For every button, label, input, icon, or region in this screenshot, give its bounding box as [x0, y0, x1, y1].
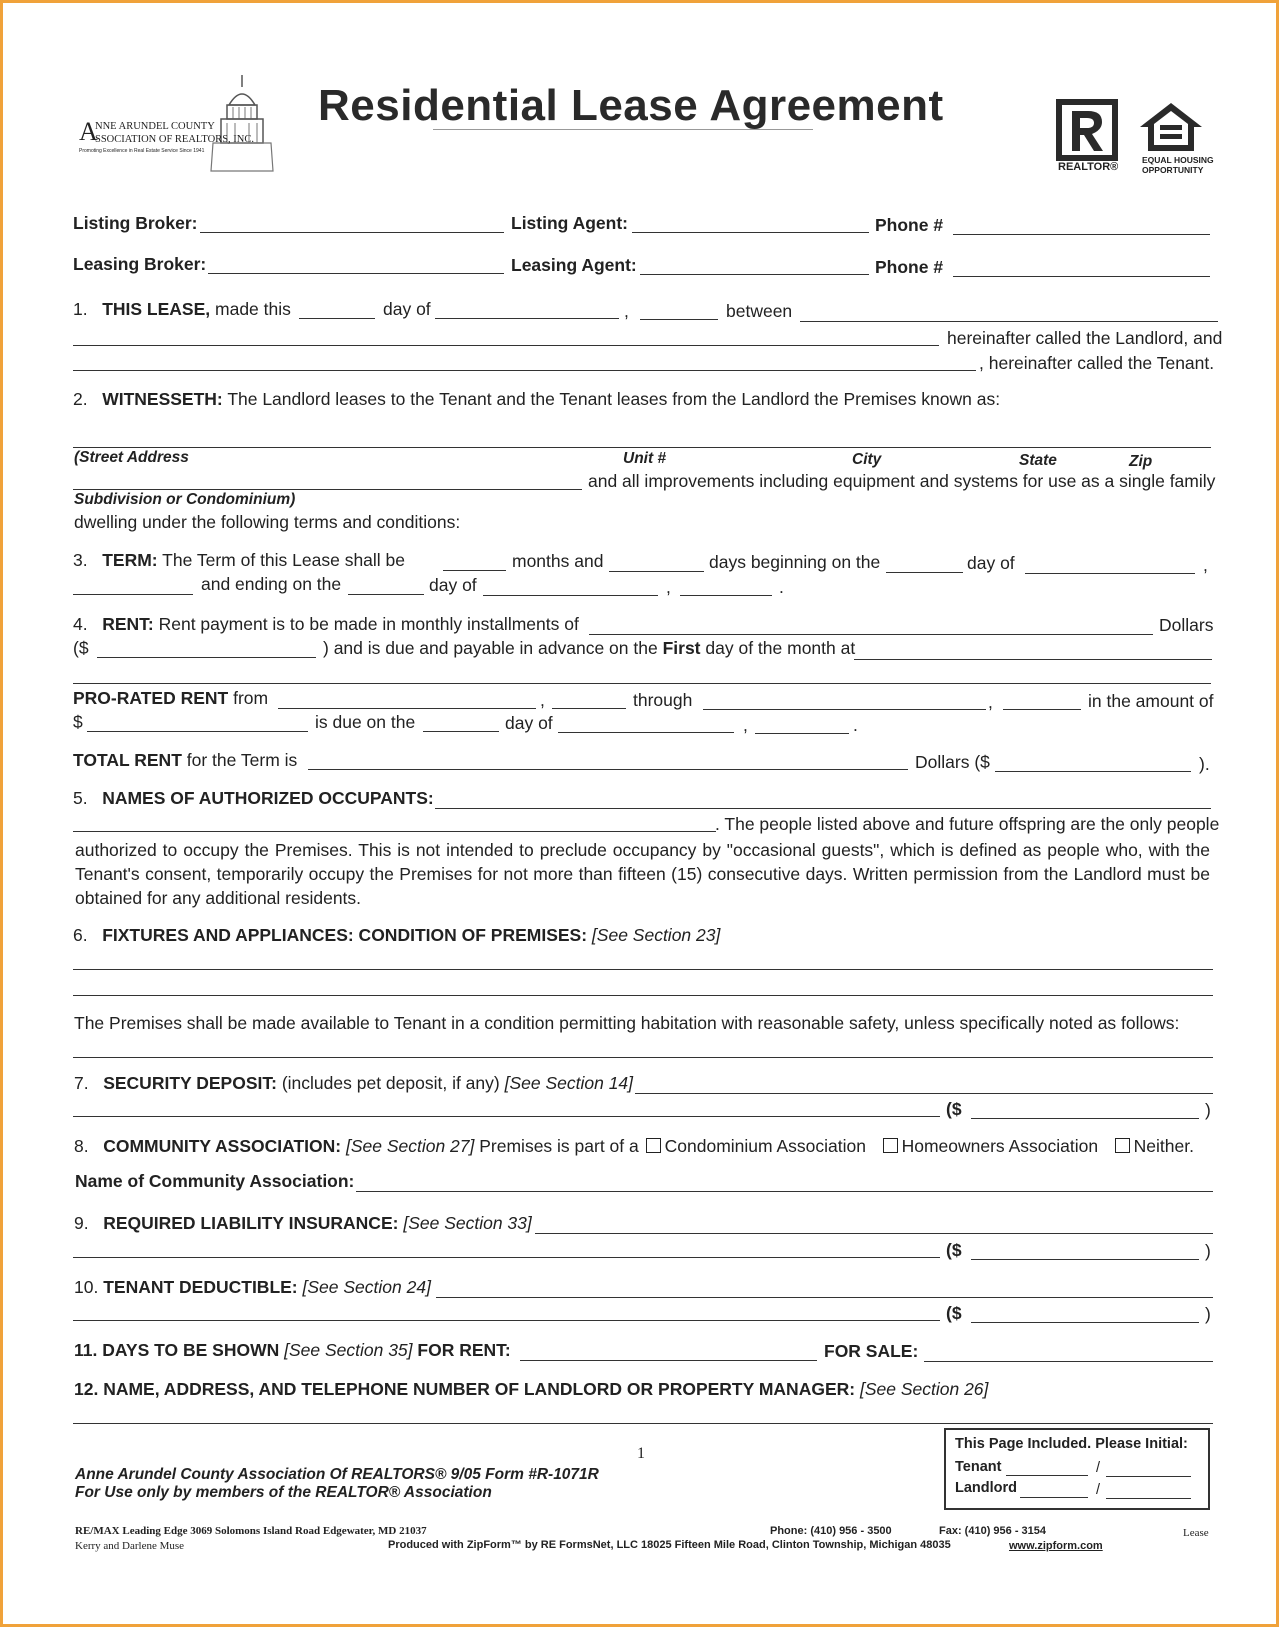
- s3-comma-2: ,: [666, 577, 671, 597]
- lease-month-field[interactable]: [435, 318, 619, 319]
- s11-label: DAYS TO BE SHOWN: [102, 1340, 280, 1360]
- s9-line: [74, 1213, 532, 1234]
- tenant-deductible-field-1[interactable]: [436, 1297, 1213, 1298]
- s3-day-of: day of: [967, 553, 1015, 573]
- rent-payment-location-field-2[interactable]: [73, 683, 1211, 684]
- listing-agent-field[interactable]: [632, 232, 869, 233]
- s6-condition-text: The Premises shall be made available to Tenant in a condition permitting habitation with reasonable safety, unless specifically noted as follows:: [74, 1013, 1180, 1033]
- s7-number: 7.: [74, 1073, 89, 1093]
- prorated-through: through: [633, 690, 693, 710]
- listing-agent-label: Listing Agent:: [511, 213, 628, 233]
- s9-label: REQUIRED LIABILITY INSURANCE:: [103, 1213, 399, 1233]
- state-caption: State: [1019, 452, 1057, 469]
- s3-number: 3.: [73, 550, 88, 570]
- s12-label: NAME, ADDRESS, AND TELEPHONE NUMBER OF LANDLORD OR PROPERTY MANAGER:: [103, 1379, 856, 1399]
- listing-broker-label: Listing Broker:: [73, 213, 198, 233]
- s1-line1: [73, 299, 291, 320]
- prorated-due-on: is due on the: [315, 712, 416, 732]
- term-months-field[interactable]: [443, 570, 506, 571]
- equal-housing-line2: OPPORTUNITY: [1142, 165, 1204, 175]
- s6-label: FIXTURES AND APPLIANCES: CONDITION OF PREMISES:: [102, 925, 588, 945]
- footer-names: Kerry and Darlene Muse: [75, 1540, 185, 1552]
- street-address-caption: (Street Address: [74, 449, 189, 466]
- footer-assoc-line2: For Use only by members of the REALTOR® Association: [75, 1484, 492, 1501]
- equal-housing-line1: EQUAL HOUSING: [1142, 155, 1214, 165]
- s5-people-text: . The people listed above and future offspring are the only people: [715, 814, 1220, 834]
- s8-opt-hoa: Homeowners Association: [901, 1136, 1099, 1156]
- initial-title: This Page Included. Please Initial:: [955, 1436, 1188, 1452]
- phone2-label: Phone #: [875, 257, 944, 277]
- s11-line: [74, 1340, 511, 1361]
- s4-number: 4.: [73, 614, 88, 634]
- prorated-from-year-field[interactable]: [552, 708, 626, 709]
- footer-phone: Phone: (410) 956 - 3500: [770, 1525, 892, 1537]
- security-deposit-field-1[interactable]: [635, 1093, 1213, 1094]
- liability-insurance-field-2[interactable]: [73, 1257, 940, 1258]
- landlord-contact-field[interactable]: [73, 1423, 1213, 1424]
- s8-opt-neither: Neither.: [1133, 1136, 1194, 1156]
- listing-broker-field[interactable]: [200, 232, 504, 233]
- equal-housing-logo: [1138, 101, 1214, 181]
- begin-year-field[interactable]: [73, 594, 193, 595]
- s9-close: ): [1205, 1241, 1211, 1261]
- initial-slash-2: /: [1096, 1482, 1101, 1498]
- realtor-mark: REALTOR®: [1058, 161, 1119, 173]
- subdivision-field[interactable]: [73, 489, 582, 490]
- s4-day-of-month: day of the month at: [705, 638, 856, 658]
- s2-line: [73, 389, 1000, 410]
- s4-open-paren: ($: [73, 638, 89, 658]
- occupants-field-2[interactable]: [73, 831, 716, 832]
- total-rent-dollars: Dollars ($: [915, 752, 990, 772]
- condition-notes-field[interactable]: [73, 1057, 1213, 1058]
- s3-comma: ,: [1203, 555, 1208, 575]
- fixtures-field-2[interactable]: [73, 995, 1213, 996]
- total-rent-line-start: [73, 750, 297, 771]
- prorated-comma-2: ,: [988, 692, 993, 712]
- fixtures-field-1[interactable]: [73, 969, 1213, 970]
- community-assoc-name-field[interactable]: [356, 1191, 1213, 1192]
- s1-landlord-text: hereinafter called the Landlord, and: [947, 328, 1223, 348]
- landlord-name-field-1[interactable]: [800, 321, 1218, 322]
- s3-months: months and: [512, 551, 604, 571]
- begin-month-field[interactable]: [1025, 573, 1195, 574]
- s3-ending: and ending on the: [201, 574, 342, 594]
- end-day-field[interactable]: [348, 594, 424, 595]
- days-shown-for-rent-field[interactable]: [520, 1360, 817, 1361]
- s11-number: 11.: [74, 1340, 98, 1360]
- s4-dollars: Dollars: [1159, 615, 1214, 635]
- equal-housing-icon: [1138, 101, 1204, 153]
- s10-label: TENANT DEDUCTIBLE:: [103, 1277, 298, 1297]
- s1-tenant-text: , hereinafter called the Tenant.: [979, 353, 1215, 373]
- zipform-link[interactable]: www.zipform.com: [1009, 1540, 1103, 1552]
- end-year-field[interactable]: [680, 595, 772, 596]
- leasing-agent-field[interactable]: [640, 274, 869, 275]
- total-rent-amount-field[interactable]: [995, 771, 1191, 772]
- s9-open: ($: [946, 1240, 962, 1260]
- s8-label: COMMUNITY ASSOCIATION:: [103, 1136, 342, 1156]
- s7-open: ($: [946, 1099, 962, 1119]
- footer-fax: Fax: (410) 956 - 3154: [939, 1525, 1047, 1537]
- dome-building-icon: [207, 75, 277, 175]
- prorated-day-of: day of: [505, 713, 553, 733]
- leasing-broker-field[interactable]: [208, 273, 504, 274]
- security-deposit-field-2[interactable]: [73, 1116, 940, 1117]
- s7-ref: [See Section 14]: [504, 1073, 634, 1093]
- s9-ref: [See Section 33]: [403, 1213, 532, 1233]
- assoc-logo-tagline: Promoting Excellence in Real Estate Service Since 1941: [79, 148, 205, 154]
- s4-installments: Rent payment is to be made in monthly installments of: [158, 614, 579, 634]
- landlord-initial-2-field[interactable]: [1106, 1498, 1191, 1499]
- s10-open: ($: [946, 1303, 962, 1323]
- footer-assoc-line1: Anne Arundel County Association Of REALTORS® 9/05 Form #R-1071R: [75, 1466, 599, 1483]
- footer-produced: Produced with ZipForm™ by RE FormsNet, LLC 18025 Fifteen Mile Road, Clinton Township, Michigan 48035: [388, 1539, 951, 1551]
- leasing-broker-label: Leasing Broker:: [73, 254, 207, 274]
- prorated-comma: ,: [540, 690, 545, 710]
- s8-ref: [See Section 27]: [345, 1136, 475, 1156]
- initial-tenant-label: Tenant: [955, 1459, 1002, 1475]
- s4-label: RENT:: [102, 614, 154, 634]
- total-rent-close: ).: [1199, 754, 1210, 774]
- initial-landlord-label: Landlord: [955, 1480, 1018, 1496]
- s8-line: [74, 1136, 1194, 1157]
- s4-line1-start: [73, 614, 579, 635]
- s10-line: [74, 1277, 431, 1298]
- s1-made-this: made this: [215, 299, 291, 319]
- phone1-label: Phone #: [875, 215, 944, 235]
- s1-comma: ,: [624, 301, 629, 321]
- s3-term-text: The Term of this Lease shall be: [162, 550, 406, 570]
- prorated-amount-field[interactable]: [87, 731, 308, 732]
- s8-number: 8.: [74, 1136, 89, 1156]
- prorated-amount-of: in the amount of: [1088, 691, 1214, 711]
- assoc-logo-line1: NNE ARUNDEL COUNTY: [95, 121, 215, 132]
- s12-line: [74, 1379, 988, 1400]
- tenant-deductible-field-2[interactable]: [73, 1320, 940, 1321]
- s1-label: THIS LEASE,: [102, 299, 211, 319]
- title-underline: [433, 129, 813, 130]
- monthly-rent-words-field[interactable]: [589, 634, 1153, 635]
- s5-paragraph: authorized to occupy the Premises. This is not intended to preclude occupancy by "occasional guests", which is defined as people who, with the Tenant's consent, temporarily occupy the Premises for not more than fifteen (15) consecutive days. Written permission from the Landlord must be obtained for any additional residents.: [75, 840, 1210, 908]
- condominium-checkbox[interactable]: [646, 1138, 661, 1153]
- realtor-r-icon: [1056, 99, 1118, 161]
- prorated-line-start: [73, 688, 268, 709]
- days-shown-for-sale-field[interactable]: [924, 1361, 1213, 1362]
- s2-number: 2.: [73, 389, 88, 409]
- s1-day-of: day of: [383, 299, 431, 319]
- s7-line: [74, 1073, 633, 1094]
- s2-text: The Landlord leases to the Tenant and the Tenant leases from the Landlord the Premises known as:: [227, 389, 1001, 409]
- prorated-due-year-field[interactable]: [755, 733, 849, 734]
- s9-number: 9.: [74, 1213, 89, 1233]
- liability-insurance-field-1[interactable]: [535, 1233, 1213, 1234]
- s8-text: Premises is part of a: [479, 1136, 639, 1156]
- premises-address-field[interactable]: [73, 447, 1211, 448]
- prorated-from: from: [233, 688, 269, 708]
- s4-due-payable: ) and is due and payable in advance on the: [323, 638, 658, 658]
- s2-improvements: and all improvements including equipment and systems for use as a single family: [588, 471, 1216, 491]
- prorated-label: PRO-RATED RENT: [73, 688, 229, 708]
- tenant-deductible-amount-field[interactable]: [971, 1322, 1199, 1323]
- begin-day-field[interactable]: [886, 572, 963, 573]
- homeowners-checkbox[interactable]: [883, 1138, 898, 1153]
- s6-ref: [See Section 23]: [591, 925, 721, 945]
- phone1-field[interactable]: [953, 234, 1210, 235]
- initial-slash-1: /: [1096, 1460, 1101, 1476]
- s11-for-sale: FOR SALE:: [824, 1341, 919, 1361]
- s3-line1-start: [73, 550, 405, 571]
- realtor-logo: [1056, 99, 1126, 179]
- neither-checkbox[interactable]: [1115, 1138, 1130, 1153]
- s5-number: 5.: [73, 788, 88, 808]
- lease-day-field[interactable]: [299, 318, 375, 319]
- total-rent-text: for the Term is: [186, 750, 298, 770]
- rent-payment-location-field-1[interactable]: [854, 659, 1212, 660]
- phone2-field[interactable]: [953, 276, 1210, 277]
- assoc-logo-line2: SSOCIATION OF REALTORS, INC.: [95, 134, 254, 145]
- end-month-field[interactable]: [483, 595, 658, 596]
- prorated-through-year-field[interactable]: [1003, 709, 1081, 710]
- total-rent-label: TOTAL RENT: [73, 750, 182, 770]
- s10-ref: [See Section 24]: [302, 1277, 431, 1297]
- liability-insurance-amount-field[interactable]: [971, 1259, 1199, 1260]
- initials-box: [944, 1428, 1210, 1510]
- s6-line: [73, 925, 720, 946]
- tenant-initial-1-field[interactable]: [1006, 1475, 1088, 1476]
- community-assoc-name-label: Name of Community Association:: [75, 1171, 355, 1191]
- s7-label: SECURITY DEPOSIT:: [103, 1073, 277, 1093]
- city-caption: City: [852, 451, 882, 468]
- s10-close: ): [1205, 1304, 1211, 1324]
- prorated-due-month-field[interactable]: [558, 732, 734, 733]
- prorated-from-field[interactable]: [278, 708, 536, 709]
- monthly-rent-amount-field[interactable]: [97, 657, 316, 658]
- s2-dwelling: dwelling under the following terms and conditions:: [74, 512, 461, 532]
- occupants-field-1[interactable]: [435, 808, 1211, 809]
- s1-between: between: [726, 301, 793, 321]
- prorated-dollar-sign: $: [73, 712, 83, 732]
- s7-text: (includes pet deposit, if any): [281, 1073, 500, 1093]
- s8-opt-condo: Condominium Association: [664, 1136, 866, 1156]
- prorated-due-day-field[interactable]: [423, 731, 499, 732]
- s2-label: WITNESSETH:: [102, 389, 223, 409]
- s11-for-rent: FOR RENT:: [417, 1340, 511, 1360]
- landlord-initial-1-field[interactable]: [1020, 1497, 1088, 1498]
- prorated-through-field[interactable]: [703, 709, 986, 710]
- s10-number: 10.: [74, 1277, 99, 1297]
- s1-number: 1.: [73, 299, 88, 319]
- term-days-field[interactable]: [609, 571, 704, 572]
- unit-caption: Unit #: [623, 450, 667, 467]
- s3-days-beginning: days beginning on the: [709, 552, 881, 572]
- tenant-initial-2-field[interactable]: [1106, 1476, 1191, 1477]
- s5-label: NAMES OF AUTHORIZED OCCUPANTS:: [102, 788, 434, 808]
- leasing-agent-label: Leasing Agent:: [511, 255, 637, 275]
- footer-remax: RE/MAX Leading Edge 3069 Solomons Island Road Edgewater, MD 21037: [75, 1525, 427, 1537]
- s11-ref: [See Section 35]: [284, 1340, 413, 1360]
- tenant-name-field[interactable]: [73, 370, 976, 371]
- page-number: 1: [637, 1445, 645, 1462]
- lease-year-field[interactable]: [640, 319, 718, 320]
- s12-ref: [See Section 26]: [859, 1379, 989, 1399]
- zip-caption: Zip: [1129, 453, 1153, 470]
- s12-number: 12.: [74, 1379, 99, 1399]
- footer-lease: Lease: [1183, 1527, 1209, 1539]
- s3-day-of-2: day of: [429, 575, 477, 595]
- s7-close: ): [1205, 1100, 1211, 1120]
- total-rent-words-field[interactable]: [308, 769, 908, 770]
- prorated-period: .: [853, 715, 858, 735]
- association-logo: A NNE ARUNDEL COUNTY SSOCIATION OF REALTORS, INC. Promoting Excellence in Real Estate Service Since 1941: [79, 75, 289, 180]
- s3-label: TERM:: [102, 550, 158, 570]
- page-title: Residential Lease Agreement: [318, 81, 944, 130]
- s3-period: .: [779, 577, 784, 597]
- landlord-name-field-2[interactable]: [73, 345, 939, 346]
- prorated-comma-3: ,: [743, 715, 748, 735]
- s5-line-start: [73, 788, 434, 809]
- s4-due-text: [323, 638, 855, 659]
- subdivision-caption: Subdivision or Condominium): [74, 491, 296, 508]
- s6-number: 6.: [73, 925, 88, 945]
- s4-first: First: [662, 638, 701, 658]
- security-deposit-amount-field[interactable]: [971, 1118, 1199, 1119]
